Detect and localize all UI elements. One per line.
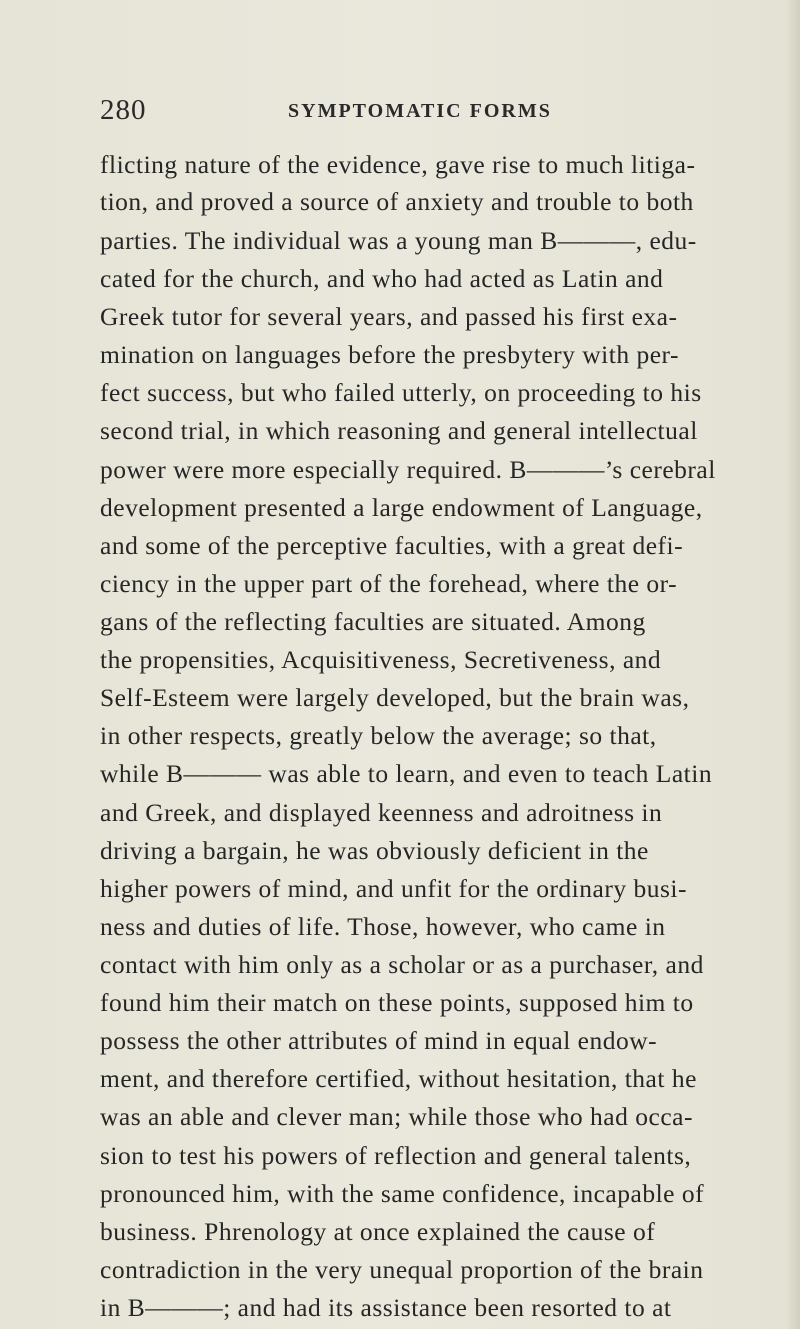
text-line: ness and duties of life. Those, however, who came in (100, 912, 666, 941)
text-line: power were more especially required. B———’s cerebral (100, 455, 716, 484)
text-line: the propensities, Acquisitiveness, Secretiveness, and (100, 645, 662, 674)
text-line: cated for the church, and who had acted as Latin and (100, 264, 664, 293)
text-line: second trial, in which reasoning and general intellectual (100, 416, 698, 445)
text-line: higher powers of mind, and unfit for the ordinary busi- (100, 874, 687, 903)
text-line: found him their match on these points, supposed him to (100, 988, 694, 1017)
text-line: sion to test his powers of reflection and general talents, (100, 1141, 692, 1170)
text-line: fect success, but who failed utterly, on proceeding to his (100, 378, 702, 407)
text-line: parties. The individual was a young man B———, edu- (100, 226, 697, 255)
text-line: while B——— was able to learn, and even to teach Latin (100, 759, 713, 788)
running-head (100, 94, 740, 134)
text-line: contradiction in the very unequal proportion of the brain (100, 1255, 704, 1284)
text-line: ciency in the upper part of the forehead, where the or- (100, 569, 678, 598)
text-line: business. Phrenology at once explained the cause of (100, 1217, 656, 1246)
text-line: pronounced him, with the same confidence, incapable of (100, 1179, 705, 1208)
text-line: and Greek, and displayed keenness and adroitness in (100, 798, 663, 827)
text-line: tion, and proved a source of anxiety and trouble to both (100, 187, 694, 216)
text-line: Self-Esteem were largely developed, but the brain was, (100, 683, 690, 712)
text-line: gans of the reflecting faculties are situated. Among (100, 607, 646, 636)
text-line: Greek tutor for several years, and passed his first exa- (100, 302, 678, 331)
text-line: possess the other attributes of mind in equal endow- (100, 1026, 658, 1055)
page-number: 280 (100, 94, 147, 126)
text-line: mination on languages before the presbytery with per- (100, 340, 680, 369)
text-line: in other respects, greatly below the average; so that, (100, 721, 657, 750)
text-line: ment, and therefore certified, without hesitation, that he (100, 1064, 697, 1093)
text-line: development presented a large endowment of Language, (100, 493, 703, 522)
text-line: and some of the perceptive faculties, with a great defi- (100, 531, 684, 560)
text-line: flicting nature of the evidence, gave rise to much litiga- (100, 150, 696, 179)
text-line: driving a bargain, he was obviously deficient in the (100, 836, 649, 865)
page-edge-shadow (786, 0, 800, 1329)
text-line: in B———; and had its assistance been resorted to at (100, 1293, 672, 1322)
running-title: SYMPTOMATIC FORMS (288, 100, 552, 122)
text-line: contact with him only as a scholar or as a purchaser, and (100, 950, 704, 979)
text-line: was an able and clever man; while those who had occa- (100, 1102, 693, 1131)
